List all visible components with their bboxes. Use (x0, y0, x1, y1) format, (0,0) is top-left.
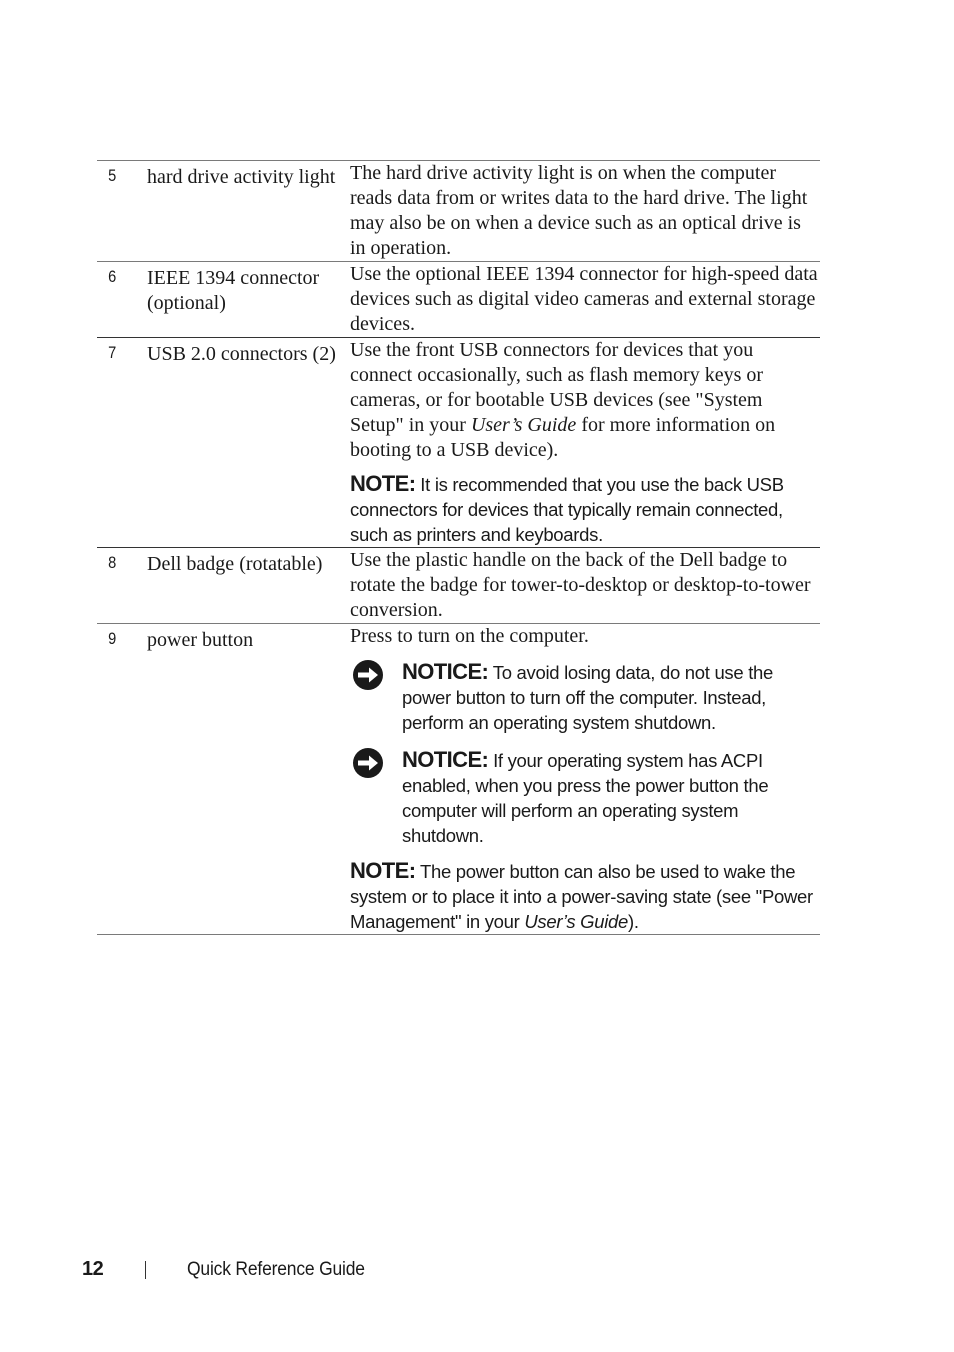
item-number: 8 (108, 553, 117, 572)
table-row (97, 624, 820, 935)
table-row (97, 548, 820, 624)
notice-text: NOTICE: If your operating system has ACPI enabled, when you press the power button the computer will perform an operating system shutdown. (402, 747, 769, 846)
item-description: Use the front USB connectors for devices that you connect occasionally, such as flash memory keys or cameras, or for bootable USB devices (see "System Setup" in your User’s Guide for more information on booting to a USB device). (350, 339, 776, 461)
item-description: Use the optional IEEE 1394 connector for high-speed data devices such as digital video cameras and external storage devices. (350, 263, 818, 335)
item-name: Dell badge (rotatable) (147, 553, 323, 575)
footer-divider (145, 1261, 146, 1279)
item-name: hard drive activity light (147, 166, 336, 188)
item-number: 9 (108, 629, 117, 648)
item-name: IEEE 1394 connector (optional) (147, 267, 320, 314)
page-number: 12 (82, 1258, 104, 1280)
notice-arrow-icon (352, 747, 384, 779)
table-row (97, 338, 820, 548)
table-row (97, 262, 820, 338)
item-name: USB 2.0 connectors (2) (147, 343, 336, 365)
guide-title: Quick Reference Guide (187, 1259, 365, 1280)
notice-arrow-icon (352, 659, 384, 691)
notice-block (350, 747, 820, 848)
note-label: NOTE: (350, 858, 416, 883)
note-text: It is recommended that you use the back USB connectors for devices that typically remain connected, such as printers and keyboards. (350, 474, 784, 545)
item-description: The hard drive activity light is on when the computer reads data from or writes data to the hard drive. The light may also be on when a device such as an optical drive is in operation. (350, 162, 808, 259)
item-description: Press to turn on the computer. (350, 625, 589, 647)
item-number: 7 (108, 343, 117, 362)
note (350, 471, 820, 547)
notice-text: NOTICE: To avoid losing data, do not use the power button to turn off the computer. Instead, perform an operating system shutdown. (402, 659, 774, 733)
notice-label: NOTICE: (402, 747, 489, 772)
page-footer (0, 1257, 954, 1285)
note-label: NOTE: (350, 471, 416, 496)
table-row (97, 161, 820, 262)
note: NOTE: The power button can also be used to wake the system or to place it into a power-saving state (see "Power Management" in your User’s Guide). (350, 858, 813, 932)
notice-block (350, 659, 820, 735)
item-description: Use the plastic handle on the back of the Dell badge to rotate the badge for tower-to-desktop or desktop-to-tower conversion. (350, 549, 811, 621)
component-reference-table (97, 160, 820, 935)
item-number: 5 (108, 166, 117, 185)
item-number: 6 (108, 267, 117, 286)
item-name: power button (147, 629, 254, 651)
notice-label: NOTICE: (402, 659, 489, 684)
